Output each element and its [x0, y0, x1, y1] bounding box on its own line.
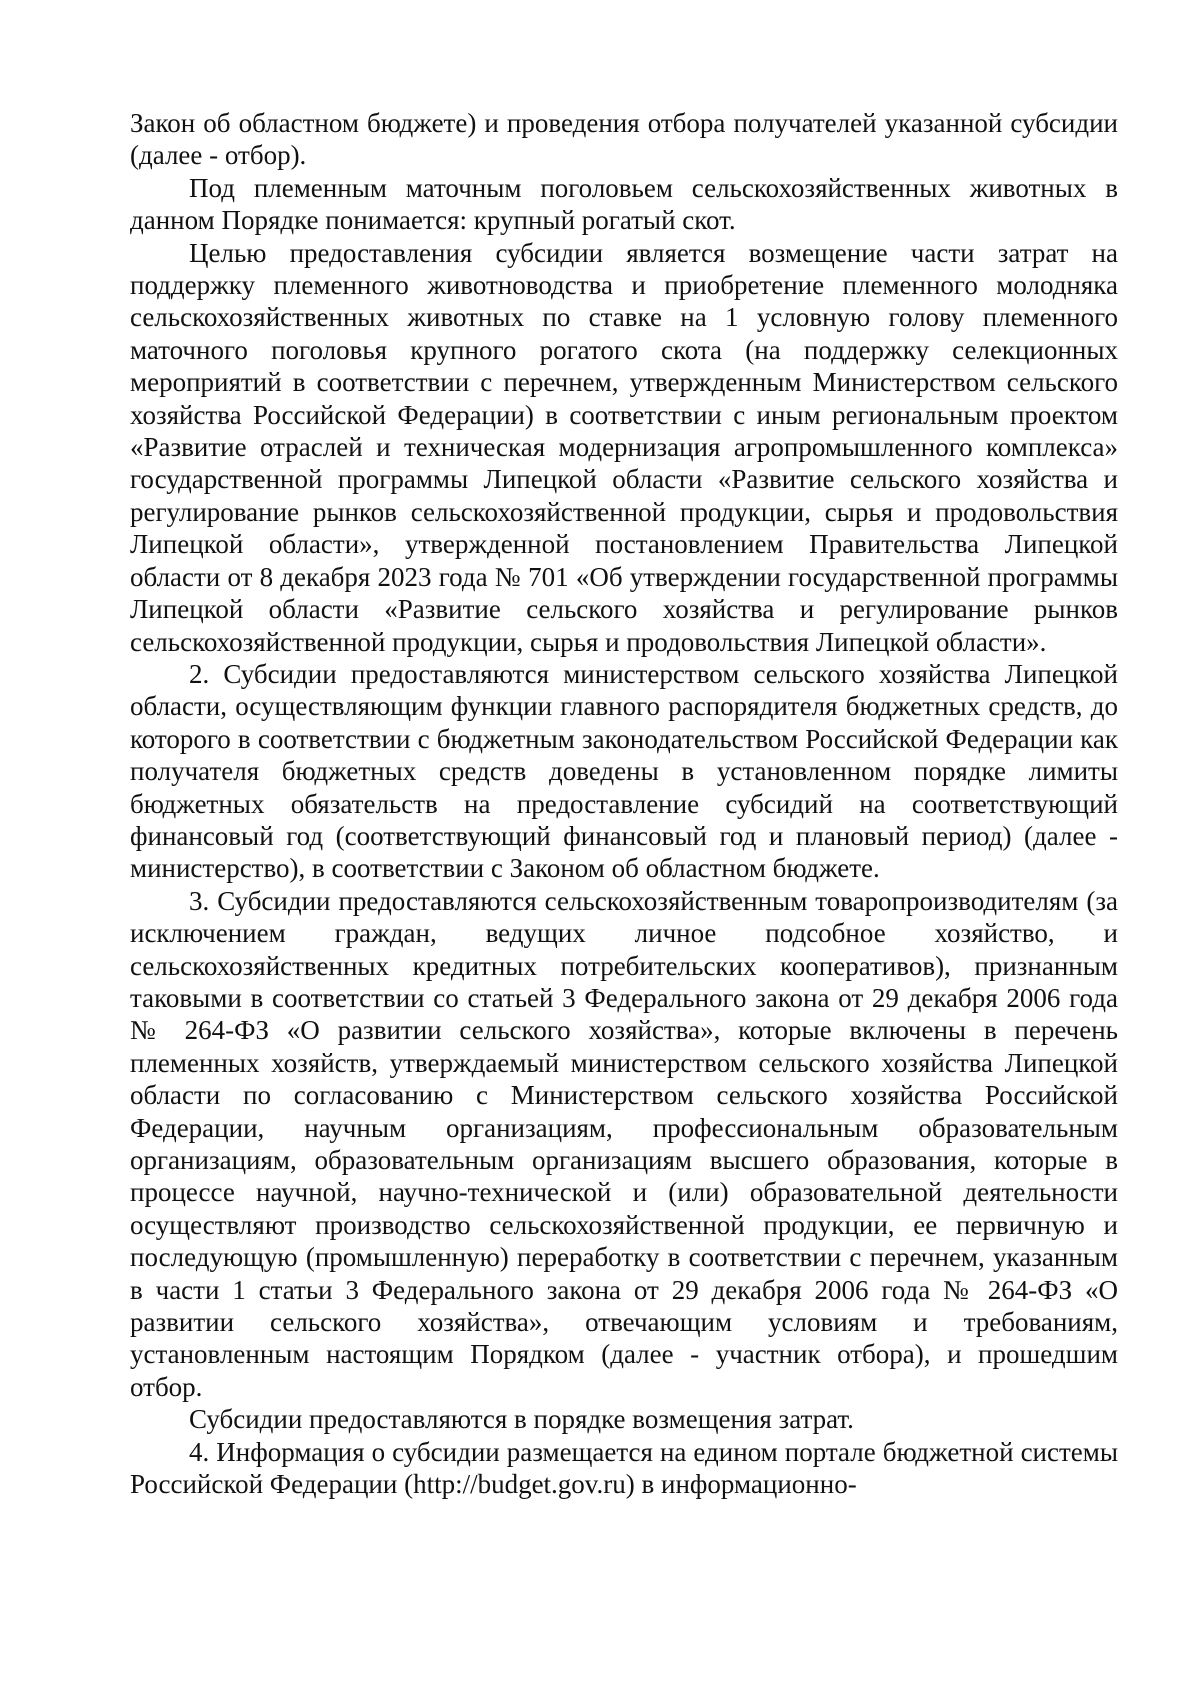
paragraph-reimbursement: Субсидии предоставляются в порядке возмещения затрат. [189, 1404, 854, 1435]
paragraph-definition: Под племенным маточным поголовьем сельскохозяйственных животных в данном Порядке понимается: крупный рогатый скот. [130, 172, 1118, 236]
paragraph-item-2: 2. Субсидии предоставляются министерством сельского хозяйства Липецкой области, осуществляющим функции главного распорядителя бюджетных средств, до которого в соответствии с бюджетным законодательством Российской Федерации как получателя бюджетных средств доведены в установленном порядке лимиты бюджетных обязательств на предоставление субсидий на соответствующий финансовый год (соответствующий финансовый год и плановый период) (далее - министерство), в соответствии с Законом об областном бюджете. [130, 658, 1118, 884]
paragraph-item-4: 4. Информация о субсидии размещается на едином портале бюджетной системы Российской Федерации (http://budget.gov.ru) в информационно- [130, 1436, 1118, 1500]
paragraph-purpose: Целью предоставления субсидии является возмещение части затрат на поддержку племенного животноводства и приобретение племенного молодняка сельскохозяйственных животных по ставке на 1 условную голову племенного маточного поголовья крупного рогатого скота (на поддержку селекционных мероприятий в соответствии с перечнем, утвержденным Министерством сельского хозяйства Российской Федерации) в соответствии с иным региональным проектом «Развитие отраслей и техническая модернизация агропромышленного комплекса» государственной программы Липецкой области «Развитие сельского хозяйства и регулирование рынков сельскохозяйственной продукции, сырья и продовольствия Липецкой области», утвержденной постановлением Правительства Липецкой области от 8 декабря 2023 года № 701 «Об утверждении государственной программы Липецкой области «Развитие сельского хозяйства и регулирование рынков сельскохозяйственной продукции, сырья и продовольствия Липецкой области». [130, 237, 1118, 657]
paragraph-continuation: Закон об областном бюджете) и проведения отбора получателей указанной субсидии (далее - отбор). [130, 108, 1118, 171]
paragraph-item-3: 3. Субсидии предоставляются сельскохозяйственным товаропроизводителям (за исключением граждан, ведущих личное подсобное хозяйство, и сельскохозяйственных кредитных потребительских кооперативов), признанным таковыми в соответствии со статьей 3 Федерального закона от 29 декабря 2006 года № 264-ФЗ «О развитии сельского хозяйства», которые включены в перечень племенных хозяйств, утверждаемый министерством сельского хозяйства Липецкой области по согласованию с Министерством сельского хозяйства Российской Федерации, научным организациям, профессиональным образовательным организациям, образовательным организациям высшего образования, которые в процессе научной, научно-технической и (или) образовательной деятельности осуществляют производство сельскохозяйственной продукции, ее первичную и последующую (промышленную) переработку в соответствии с перечнем, указанным в части 1 статьи 3 Федерального закона от 29 декабря 2006 года № 264-ФЗ «О развитии сельского хозяйства», отвечающим условиям и требованиям, установленным настоящим Порядком (далее - участник отбора), и прошедшим отбор. [130, 885, 1118, 1402]
document-body [130, 107, 1118, 1500]
